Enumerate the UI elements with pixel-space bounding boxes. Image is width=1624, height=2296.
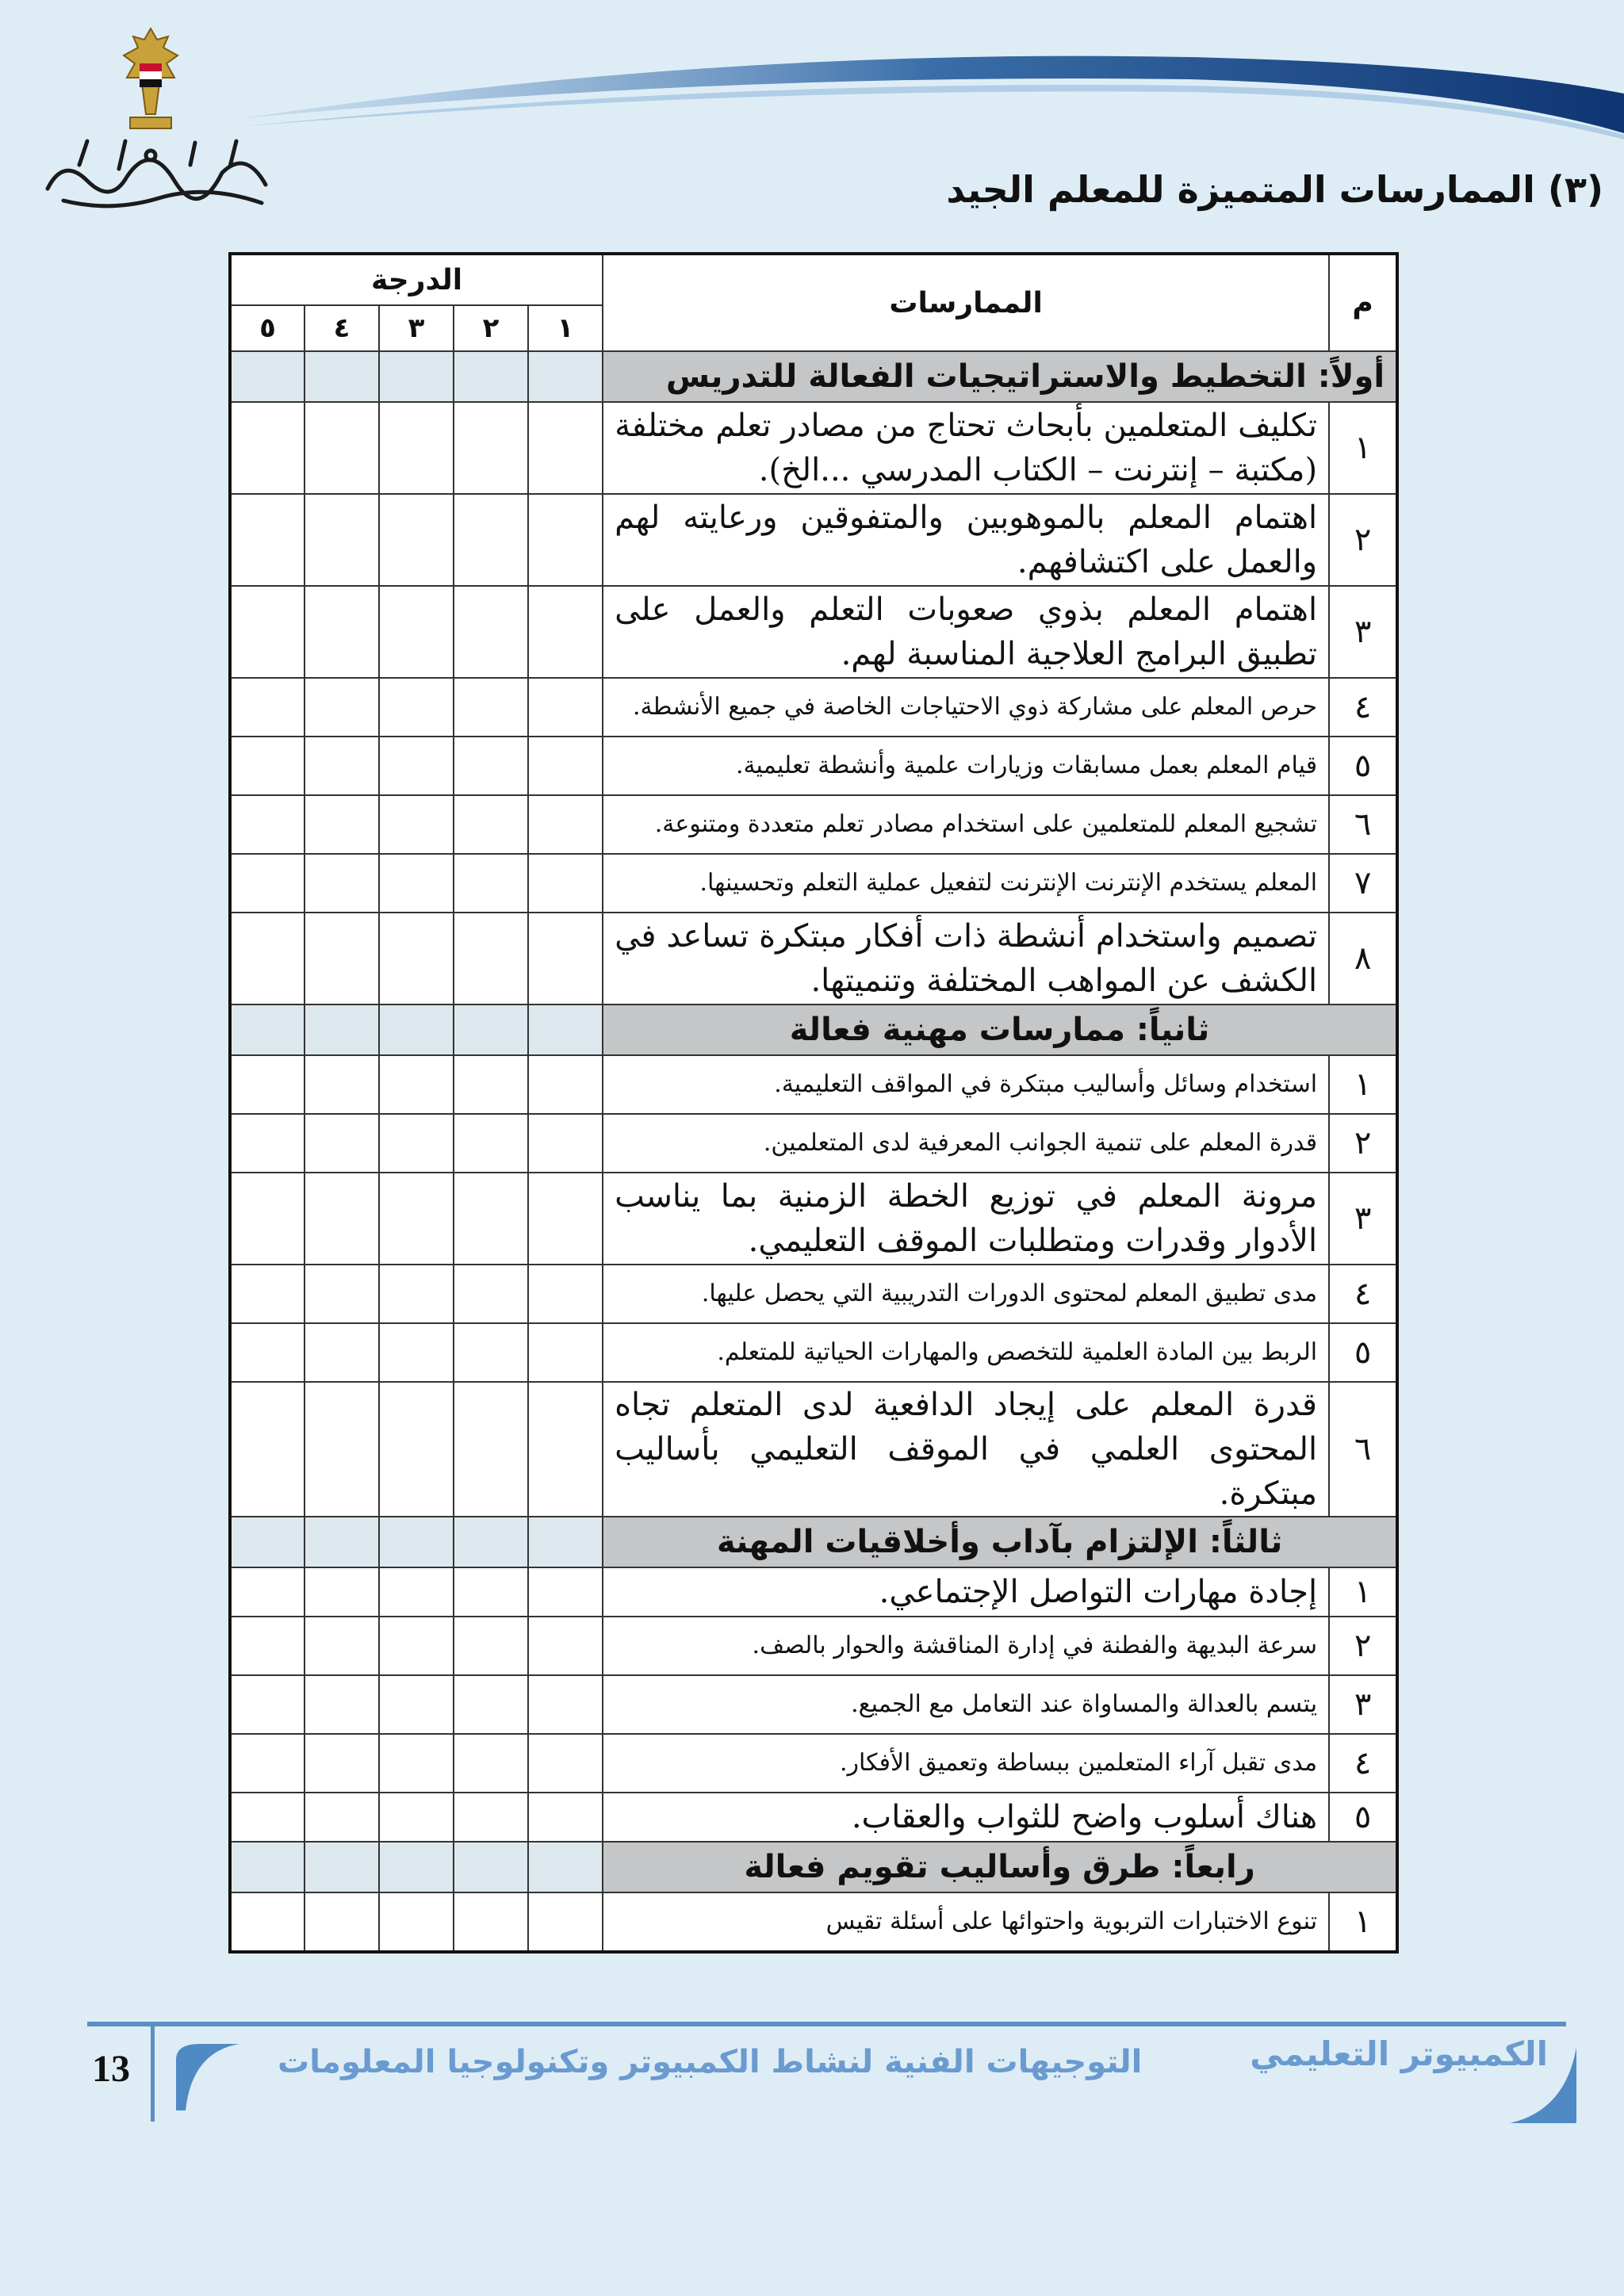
score-cell-2[interactable] <box>454 1323 528 1382</box>
table-row <box>230 1055 1397 1114</box>
practice-text: اهتمام المعلم بالموهوبين والمتفوقين ورعايته لهم والعمل على اكتشافهم. <box>603 494 1329 586</box>
section-score-cell <box>304 1004 379 1055</box>
practice-text: مرونة المعلم في توزيع الخطة الزمنية بما يناسب الأدوار وقدرات ومتطلبات الموقف التعليمي. <box>603 1173 1329 1265</box>
section-score-cell <box>454 351 528 402</box>
score-cell-4[interactable] <box>304 1173 379 1265</box>
row-number: ١ <box>1329 402 1397 494</box>
table-body <box>230 351 1397 1952</box>
table-row <box>230 1617 1397 1675</box>
score-cell-3[interactable] <box>379 1265 454 1323</box>
row-number: ٥ <box>1329 1323 1397 1382</box>
score-cell-3[interactable] <box>379 854 454 913</box>
score-cell-2[interactable] <box>454 1382 528 1517</box>
score-cell-1[interactable] <box>528 913 603 1004</box>
score-cell-1[interactable] <box>528 402 603 494</box>
practice-text: مدى تطبيق المعلم لمحتوى الدورات التدريبية التي يحصل عليها. <box>603 1265 1329 1323</box>
footer-title: التوجيهات الفنية لنشاط الكمبيوتر وتكنولوجيا المعلومات <box>278 2044 1143 2080</box>
section-score-cell <box>304 1842 379 1892</box>
score-cell-5[interactable] <box>230 737 304 795</box>
score-cell-3[interactable] <box>379 737 454 795</box>
row-number: ٤ <box>1329 1265 1397 1323</box>
page-number: 13 <box>92 2048 130 2090</box>
score-cell-1[interactable] <box>528 795 603 854</box>
score-cell-5[interactable] <box>230 402 304 494</box>
score-cell-2[interactable] <box>454 1675 528 1734</box>
row-number: ٤ <box>1329 678 1397 737</box>
table-row <box>230 1323 1397 1382</box>
table-row <box>230 494 1397 586</box>
section-header-row <box>230 351 1397 402</box>
table-row <box>230 913 1397 1004</box>
score-cell-3[interactable] <box>379 1323 454 1382</box>
score-cell-2[interactable] <box>454 494 528 586</box>
row-number: ٣ <box>1329 1675 1397 1734</box>
section-score-cell <box>528 1842 603 1892</box>
score-cell-2[interactable] <box>454 1114 528 1173</box>
section-title-cell: أولاً: التخطيط والاستراتيجيات الفعالة للتدريس <box>603 351 1397 402</box>
table-row <box>230 1265 1397 1323</box>
score-cell-3[interactable] <box>379 1567 454 1617</box>
score-cell-3[interactable] <box>379 1173 454 1265</box>
score-cell-2[interactable] <box>454 737 528 795</box>
score-cell-4[interactable] <box>304 1323 379 1382</box>
column-header-grade: الدرجة <box>230 254 603 305</box>
score-cell-3[interactable] <box>379 1382 454 1517</box>
section-score-cell <box>304 351 379 402</box>
practices-table <box>228 252 1399 1954</box>
row-number: ٨ <box>1329 913 1397 1004</box>
score-cell-1[interactable] <box>528 1114 603 1173</box>
score-cell-1[interactable] <box>528 1567 603 1617</box>
row-number: ٣ <box>1329 586 1397 678</box>
score-cell-5[interactable] <box>230 1382 304 1517</box>
score-cell-1[interactable] <box>528 1055 603 1114</box>
score-cell-3[interactable] <box>379 1055 454 1114</box>
score-cell-5[interactable] <box>230 854 304 913</box>
footer-corner-shape <box>176 2044 239 2110</box>
table-row <box>230 1567 1397 1617</box>
score-cell-2[interactable] <box>454 1892 528 1952</box>
table-row <box>230 795 1397 854</box>
score-cell-5[interactable] <box>230 1617 304 1675</box>
score-cell-1[interactable] <box>528 1617 603 1675</box>
score-cell-2[interactable] <box>454 1793 528 1842</box>
score-cell-2[interactable] <box>454 1265 528 1323</box>
row-number: ٣ <box>1329 1173 1397 1265</box>
score-cell-3[interactable] <box>379 1734 454 1793</box>
row-number: ٢ <box>1329 1617 1397 1675</box>
score-cell-1[interactable] <box>528 1675 603 1734</box>
section-title: (٣) الممارسات المتميزة للمعلم الجيد <box>946 168 1603 211</box>
practice-text: سرعة البديهة والفطنة في إدارة المناقشة والحوار بالصف. <box>603 1617 1329 1675</box>
score-cell-1[interactable] <box>528 737 603 795</box>
score-header-5: ٥ <box>230 305 304 351</box>
score-cell-3[interactable] <box>379 494 454 586</box>
score-cell-5[interactable] <box>230 913 304 1004</box>
score-cell-4[interactable] <box>304 737 379 795</box>
section-score-cell <box>379 1842 454 1892</box>
score-cell-4[interactable] <box>304 1892 379 1952</box>
score-cell-4[interactable] <box>304 678 379 737</box>
score-cell-1[interactable] <box>528 1382 603 1517</box>
score-cell-3[interactable] <box>379 913 454 1004</box>
section-score-cell <box>230 1517 304 1567</box>
eagle-emblem-icon <box>32 22 278 220</box>
score-cell-3[interactable] <box>379 1617 454 1675</box>
footer-brand: الكمبيوتر التعليمي <box>1250 2034 1548 2073</box>
row-number: ٦ <box>1329 1382 1397 1517</box>
section-score-cell <box>230 351 304 402</box>
column-header-number: م <box>1329 254 1397 351</box>
table-row <box>230 737 1397 795</box>
score-cell-2[interactable] <box>454 913 528 1004</box>
score-cell-1[interactable] <box>528 1173 603 1265</box>
score-cell-5[interactable] <box>230 1793 304 1842</box>
table-row <box>230 1734 1397 1793</box>
section-score-cell <box>230 1004 304 1055</box>
row-number: ١ <box>1329 1567 1397 1617</box>
section-score-cell <box>379 1517 454 1567</box>
score-cell-4[interactable] <box>304 494 379 586</box>
score-cell-4[interactable] <box>304 1617 379 1675</box>
score-cell-3[interactable] <box>379 1793 454 1842</box>
row-number: ٢ <box>1329 1114 1397 1173</box>
section-score-cell <box>454 1517 528 1567</box>
practice-text: مدى تقبل آراء المتعلمين ببساطة وتعميق الأفكار. <box>603 1734 1329 1793</box>
table-row <box>230 854 1397 913</box>
score-cell-1[interactable] <box>528 494 603 586</box>
footer-rule <box>87 2022 1566 2026</box>
score-header-2: ٢ <box>454 305 528 351</box>
table-row <box>230 1892 1397 1952</box>
score-cell-5[interactable] <box>230 586 304 678</box>
score-cell-4[interactable] <box>304 1265 379 1323</box>
score-cell-4[interactable] <box>304 1793 379 1842</box>
practice-text: حرص المعلم على مشاركة ذوي الاحتياجات الخاصة في جميع الأنشطة. <box>603 678 1329 737</box>
row-number: ١ <box>1329 1055 1397 1114</box>
row-number: ٧ <box>1329 854 1397 913</box>
section-score-cell <box>528 351 603 402</box>
table-row <box>230 402 1397 494</box>
score-cell-5[interactable] <box>230 795 304 854</box>
score-cell-3[interactable] <box>379 402 454 494</box>
score-cell-2[interactable] <box>454 402 528 494</box>
row-number: ٤ <box>1329 1734 1397 1793</box>
practice-text: الربط بين المادة العلمية للتخصص والمهارات الحياتية للمتعلم. <box>603 1323 1329 1382</box>
score-cell-4[interactable] <box>304 1734 379 1793</box>
table-row <box>230 1173 1397 1265</box>
row-number: ١ <box>1329 1892 1397 1952</box>
practice-text: اهتمام المعلم بذوي صعوبات التعلم والعمل على تطبيق البرامج العلاجية المناسبة لهم. <box>603 586 1329 678</box>
practice-text: هناك أسلوب واضح للثواب والعقاب. <box>603 1793 1329 1842</box>
row-number: ٦ <box>1329 795 1397 854</box>
practice-text: قدرة المعلم على تنمية الجوانب المعرفية لدى المتعلمين. <box>603 1114 1329 1173</box>
score-cell-4[interactable] <box>304 1382 379 1517</box>
practice-text: تنوع الاختبارات التربوية واحتوائها على أسئلة تقيس <box>603 1892 1329 1952</box>
section-title-cell: رابعاً: طرق وأساليب تقويم فعالة <box>603 1842 1397 1892</box>
score-cell-1[interactable] <box>528 586 603 678</box>
table-row <box>230 1382 1397 1517</box>
section-score-cell <box>304 1517 379 1567</box>
score-cell-1[interactable] <box>528 1793 603 1842</box>
score-cell-1[interactable] <box>528 1323 603 1382</box>
score-header-3: ٣ <box>379 305 454 351</box>
practice-text: استخدام وسائل وأساليب مبتكرة في المواقف التعليمية. <box>603 1055 1329 1114</box>
table-row <box>230 1114 1397 1173</box>
score-cell-1[interactable] <box>528 1734 603 1793</box>
score-cell-4[interactable] <box>304 1675 379 1734</box>
score-cell-2[interactable] <box>454 854 528 913</box>
score-cell-5[interactable] <box>230 1892 304 1952</box>
score-cell-4[interactable] <box>304 913 379 1004</box>
practice-text: تصميم واستخدام أنشطة ذات أفكار مبتكرة تساعد في الكشف عن المواهب المختلفة وتنميتها. <box>603 913 1329 1004</box>
table-row <box>230 1793 1397 1842</box>
score-cell-5[interactable] <box>230 1567 304 1617</box>
row-number: ٥ <box>1329 1793 1397 1842</box>
score-cell-4[interactable] <box>304 795 379 854</box>
ministry-logo <box>32 22 278 220</box>
score-cell-5[interactable] <box>230 1173 304 1265</box>
score-cell-2[interactable] <box>454 678 528 737</box>
score-cell-2[interactable] <box>454 586 528 678</box>
practice-text: المعلم يستخدم الإنترنت الإنترنت لتفعيل عملية التعلم وتحسينها. <box>603 854 1329 913</box>
section-score-cell <box>379 351 454 402</box>
score-cell-4[interactable] <box>304 1055 379 1114</box>
score-cell-3[interactable] <box>379 795 454 854</box>
score-cell-2[interactable] <box>454 1617 528 1675</box>
score-cell-5[interactable] <box>230 494 304 586</box>
practice-text: قدرة المعلم على إيجاد الدافعية لدى المتعلم تجاه المحتوى العلمي في الموقف التعليمي بأساليب مبتكرة. <box>603 1382 1329 1517</box>
score-cell-3[interactable] <box>379 1114 454 1173</box>
score-cell-4[interactable] <box>304 854 379 913</box>
section-score-cell <box>454 1842 528 1892</box>
score-cell-1[interactable] <box>528 1892 603 1952</box>
score-cell-3[interactable] <box>379 586 454 678</box>
score-cell-3[interactable] <box>379 678 454 737</box>
score-cell-1[interactable] <box>528 678 603 737</box>
score-cell-2[interactable] <box>454 1567 528 1617</box>
section-score-cell <box>230 1842 304 1892</box>
score-cell-1[interactable] <box>528 854 603 913</box>
table-row <box>230 1675 1397 1734</box>
section-title-cell: ثالثاً: الإلتزام بآداب وأخلاقيات المهنة <box>603 1517 1397 1567</box>
score-cell-4[interactable] <box>304 402 379 494</box>
score-cell-4[interactable] <box>304 1114 379 1173</box>
section-header-row <box>230 1517 1397 1567</box>
score-cell-5[interactable] <box>230 1114 304 1173</box>
section-score-cell <box>454 1004 528 1055</box>
score-cell-2[interactable] <box>454 795 528 854</box>
section-title-cell: ثانياً: ممارسات مهنية فعالة <box>603 1004 1397 1055</box>
section-score-cell <box>379 1004 454 1055</box>
practice-text: قيام المعلم بعمل مسابقات وزيارات علمية وأنشطة تعليمية. <box>603 737 1329 795</box>
score-cell-5[interactable] <box>230 678 304 737</box>
score-cell-4[interactable] <box>304 586 379 678</box>
score-header-4: ٤ <box>304 305 379 351</box>
score-header-1: ١ <box>528 305 603 351</box>
score-cell-5[interactable] <box>230 1734 304 1793</box>
practice-text: إجادة مهارات التواصل الإجتماعي. <box>603 1567 1329 1617</box>
score-cell-3[interactable] <box>379 1892 454 1952</box>
table-row <box>230 678 1397 737</box>
practice-text: يتسم بالعدالة والمساواة عند التعامل مع الجميع. <box>603 1675 1329 1734</box>
practice-text: تكليف المتعلمين بأبحاث تحتاج من مصادر تعلم مختلفة (مكتبة – إنترنت – الكتاب المدرسي ...الخ). <box>603 402 1329 494</box>
section-score-cell <box>528 1004 603 1055</box>
section-score-cell <box>528 1517 603 1567</box>
footer-divider <box>151 2026 155 2122</box>
score-cell-4[interactable] <box>304 1567 379 1617</box>
score-cell-3[interactable] <box>379 1675 454 1734</box>
section-header-row <box>230 1842 1397 1892</box>
row-number: ٢ <box>1329 494 1397 586</box>
score-cell-5[interactable] <box>230 1323 304 1382</box>
score-cell-2[interactable] <box>454 1055 528 1114</box>
practice-text: تشجيع المعلم للمتعلمين على استخدام مصادر تعلم متعددة ومتنوعة. <box>603 795 1329 854</box>
score-cell-5[interactable] <box>230 1265 304 1323</box>
score-cell-5[interactable] <box>230 1055 304 1114</box>
column-header-practices: الممارسات <box>603 254 1329 351</box>
row-number: ٥ <box>1329 737 1397 795</box>
table-row <box>230 586 1397 678</box>
score-cell-5[interactable] <box>230 1675 304 1734</box>
score-cell-2[interactable] <box>454 1173 528 1265</box>
score-cell-1[interactable] <box>528 1265 603 1323</box>
score-cell-2[interactable] <box>454 1734 528 1793</box>
section-header-row <box>230 1004 1397 1055</box>
footer-corner-shape-right <box>1510 2047 1576 2123</box>
